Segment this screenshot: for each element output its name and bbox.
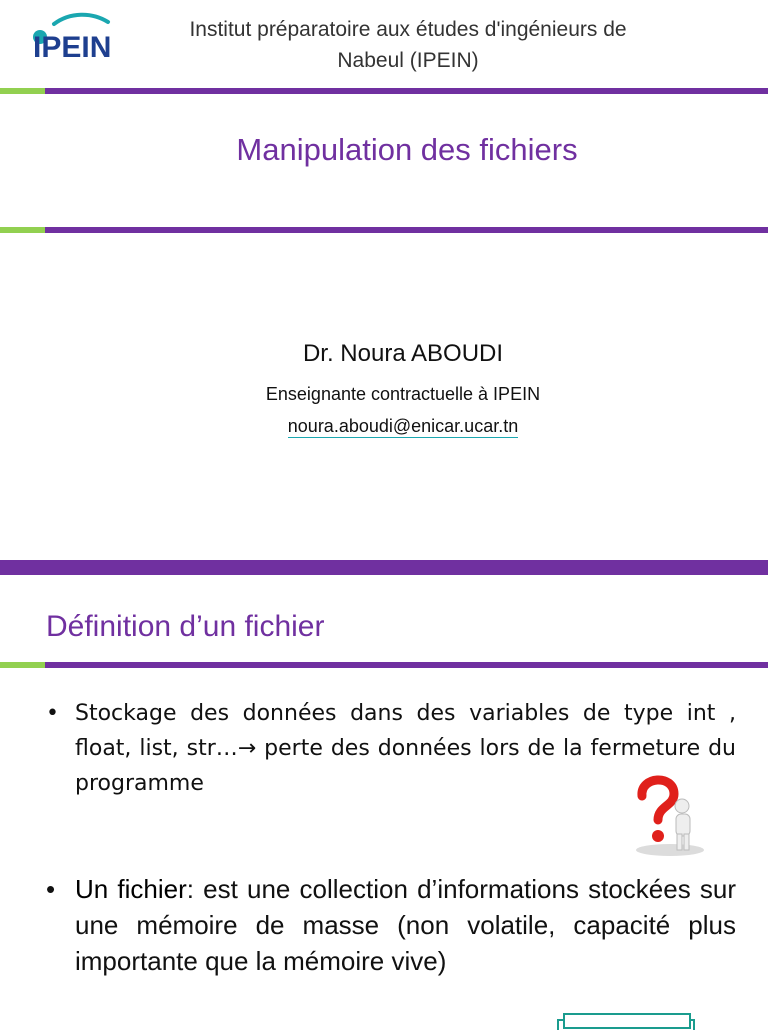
bullet-symbol: • (46, 701, 59, 726)
document-stack-icon (552, 1010, 702, 1030)
bullet-symbol: • (46, 874, 56, 904)
title-divider (0, 662, 768, 668)
bullet-definition (46, 871, 736, 979)
author-email-link[interactable]: noura.aboudi@enicar.ucar.tn (287, 416, 519, 436)
title-divider (0, 227, 768, 233)
ipein-logo (30, 10, 122, 62)
slide-title: Définition d’un fichier (46, 610, 325, 643)
question-mark-figure-icon (618, 766, 712, 860)
author-name: Dr. Noura ABOUDI (302, 340, 504, 367)
institute-line-2: Nabeul (IPEIN) (337, 49, 479, 72)
definition-term: Un fichier (75, 874, 187, 904)
header-divider (0, 88, 768, 94)
presentation-title: Manipulation des fichiers (236, 132, 578, 167)
author-role: Enseignante contractuelle à IPEIN (265, 384, 541, 404)
definition-slide (0, 548, 768, 1024)
slide-top-bar (0, 560, 768, 575)
institute-line-1: Institut préparatoire aux études d'ingénieurs de (189, 18, 627, 41)
institute-name (130, 14, 686, 76)
logo-wordmark: IPEIN (33, 31, 112, 62)
bullet-text: Stockage des données dans des variables de type int , float, list, str…→ perte des données lors de la fermeture du programme (75, 701, 736, 796)
author-email (0, 416, 768, 437)
definition-text: : est une collection d’informations stockées sur une mémoire de masse (non volatile, capacité plus importante que la mémoire vive) (75, 874, 736, 976)
